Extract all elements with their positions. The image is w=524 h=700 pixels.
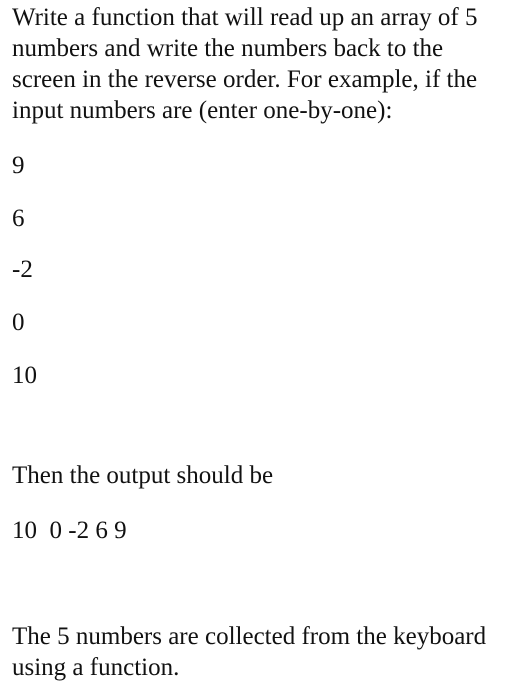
- document-body: [12, 2, 512, 681]
- closing-statement: The 5 numbers are collected from the keyboard using a function.: [12, 623, 487, 681]
- input-number-2: 6: [12, 205, 25, 232]
- output-values: 10 0 -2 6 9: [12, 517, 127, 544]
- input-number-4: 0: [12, 309, 25, 336]
- input-number-1: 9: [12, 152, 25, 179]
- input-number-3: -2: [12, 256, 33, 283]
- input-number-5: 10: [12, 362, 37, 389]
- problem-statement: Write a function that will read up an array of 5 numbers and write the numbers back to the screen in the reverse order. For example, if the input numbers are (enter one-by-one):: [12, 4, 478, 124]
- output-label: Then the output should be: [12, 462, 274, 489]
